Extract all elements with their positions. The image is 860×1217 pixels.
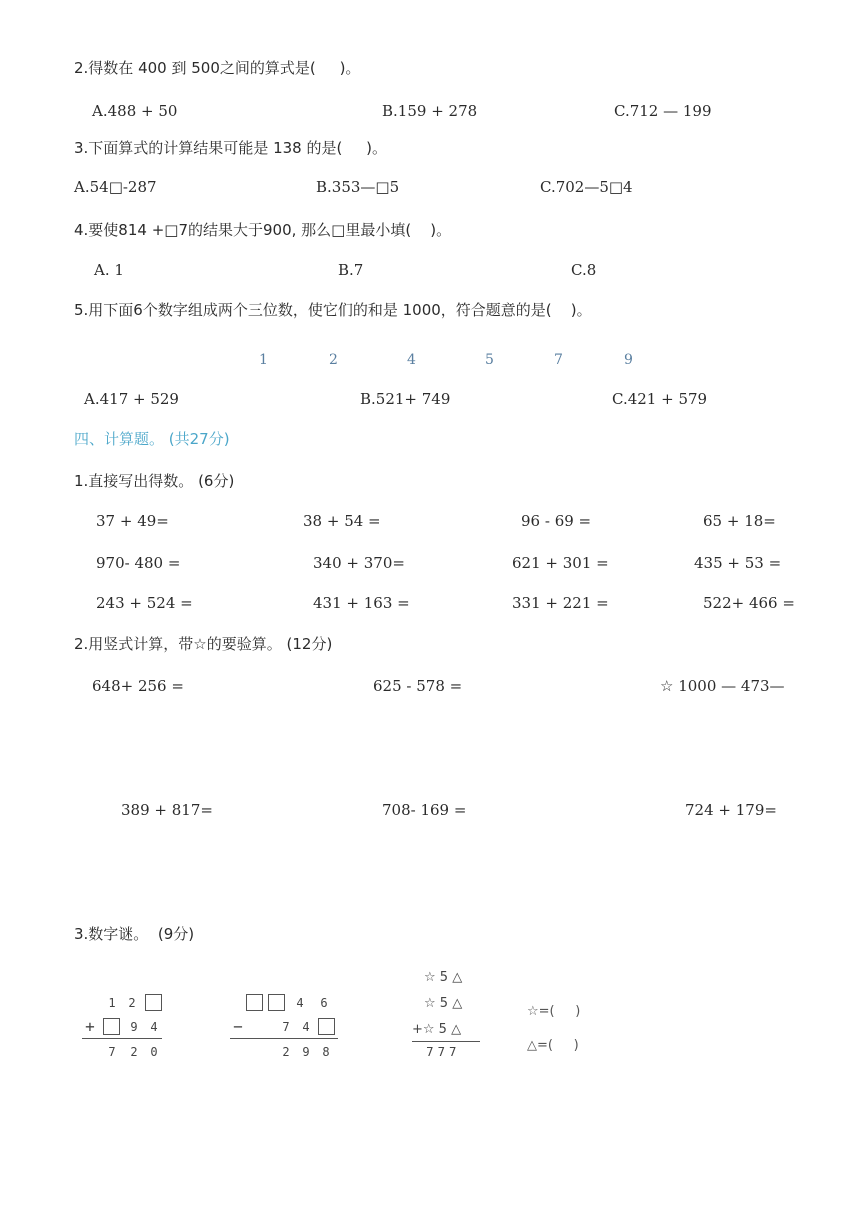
vertical-calc: 625 - 578 = bbox=[373, 677, 463, 695]
q5-option-b[interactable]: B.521+ 749 bbox=[360, 390, 451, 408]
calc-item: 331 + 221 = bbox=[512, 594, 609, 612]
q5-stem: 5.用下面6个数字组成两个三位数，使它们的和是 1000，符合题意的是( )。 bbox=[74, 301, 592, 319]
minus-sign: − bbox=[233, 1017, 243, 1036]
q5-digit: 5 bbox=[485, 352, 494, 368]
digit: 7 bbox=[282, 1020, 290, 1034]
part2-title: 2.用竖式计算，带☆的要验算。 (12分) bbox=[74, 635, 333, 653]
calc-item: 621 + 301 = bbox=[512, 554, 609, 572]
digit: 2 bbox=[130, 1045, 138, 1059]
q4-option-b[interactable]: B.7 bbox=[338, 261, 364, 279]
digit: 2 bbox=[128, 996, 136, 1010]
q5-digit: 4 bbox=[407, 352, 416, 368]
vertical-calc: 648+ 256 = bbox=[92, 677, 184, 695]
blank-box[interactable] bbox=[103, 1018, 120, 1035]
section-title: 四、计算题。 (共27分) bbox=[74, 430, 230, 448]
digit-puzzle-1 bbox=[80, 990, 170, 1070]
q5-digit: 7 bbox=[554, 352, 563, 368]
part3-title: 3.数字谜。 (9分) bbox=[74, 925, 195, 943]
digit: 0 bbox=[150, 1045, 158, 1059]
calc-item: 435 + 53 = bbox=[694, 554, 782, 572]
blank-box[interactable] bbox=[268, 994, 285, 1011]
digit: 9 bbox=[130, 1020, 138, 1034]
vertical-calc: 389 + 817= bbox=[121, 801, 213, 819]
q3-option-c[interactable]: C.702—5□4 bbox=[540, 178, 633, 196]
puzzle-result: 7 7 7 bbox=[426, 1045, 457, 1059]
vertical-calc: 708- 169 = bbox=[382, 801, 467, 819]
triangle-answer[interactable]: △=( ) bbox=[527, 1038, 579, 1053]
digit: 1 bbox=[108, 996, 116, 1010]
calc-item: 340 + 370= bbox=[313, 554, 405, 572]
calc-item: 431 + 163 = bbox=[313, 594, 410, 612]
puzzle-row: +☆ 5 △ bbox=[412, 1022, 462, 1037]
blank-box[interactable] bbox=[145, 994, 162, 1011]
calc-item: 38 + 54 = bbox=[303, 512, 381, 530]
calc-item: 37 + 49= bbox=[96, 512, 169, 530]
digit: 7 bbox=[108, 1045, 116, 1059]
plus-sign: + bbox=[85, 1017, 95, 1036]
calc-item: 243 + 524 = bbox=[96, 594, 193, 612]
part1-title: 1.直接写出得数。 (6分) bbox=[74, 472, 235, 490]
calc-item: 522+ 466 = bbox=[703, 594, 795, 612]
digit: 2 bbox=[282, 1045, 290, 1059]
puzzle-row: ☆ 5 △ bbox=[424, 970, 463, 985]
q2-option-a[interactable]: A.488 + 50 bbox=[92, 102, 178, 120]
q3-stem: 3.下面算式的计算结果可能是 138 的是( )。 bbox=[74, 139, 388, 157]
star-answer[interactable]: ☆=( ) bbox=[527, 1004, 581, 1019]
digit: 4 bbox=[296, 996, 304, 1010]
divider bbox=[82, 1038, 162, 1039]
digit: 8 bbox=[322, 1045, 330, 1059]
calc-item: 96 - 69 = bbox=[521, 512, 592, 530]
q5-digit: 2 bbox=[329, 352, 338, 368]
blank-box[interactable] bbox=[246, 994, 263, 1011]
q5-digit: 1 bbox=[259, 352, 268, 368]
digit: 6 bbox=[320, 996, 328, 1010]
q2-stem: 2.得数在 400 到 500之间的算式是( )。 bbox=[74, 59, 361, 77]
q5-option-c[interactable]: C.421 + 579 bbox=[612, 390, 708, 408]
q4-option-a[interactable]: A. 1 bbox=[94, 261, 124, 279]
vertical-calc: ☆ 1000 — 473— bbox=[660, 677, 785, 695]
calc-item: 65 + 18= bbox=[703, 512, 776, 530]
digit: 4 bbox=[302, 1020, 310, 1034]
q4-option-c[interactable]: C.8 bbox=[571, 261, 597, 279]
q2-option-b[interactable]: B.159 + 278 bbox=[382, 102, 478, 120]
q3-option-a[interactable]: A.54□-287 bbox=[74, 178, 157, 196]
q2-option-c[interactable]: C.712 — 199 bbox=[614, 102, 712, 120]
puzzle-row: ☆ 5 △ bbox=[424, 996, 463, 1011]
digit: 4 bbox=[150, 1020, 158, 1034]
blank-box[interactable] bbox=[318, 1018, 335, 1035]
digit: 9 bbox=[302, 1045, 310, 1059]
q3-option-b[interactable]: B.353—□5 bbox=[316, 178, 400, 196]
vertical-calc: 724 + 179= bbox=[685, 801, 777, 819]
digit-puzzle-2 bbox=[228, 990, 348, 1070]
q5-option-a[interactable]: A.417 + 529 bbox=[84, 390, 179, 408]
digit-puzzle-3 bbox=[410, 966, 490, 1066]
q4-stem: 4.要使814 +□7的结果大于900, 那么□里最小填( )。 bbox=[74, 221, 452, 239]
calc-item: 970- 480 = bbox=[96, 554, 181, 572]
q5-digit: 9 bbox=[624, 352, 633, 368]
divider bbox=[230, 1038, 338, 1039]
